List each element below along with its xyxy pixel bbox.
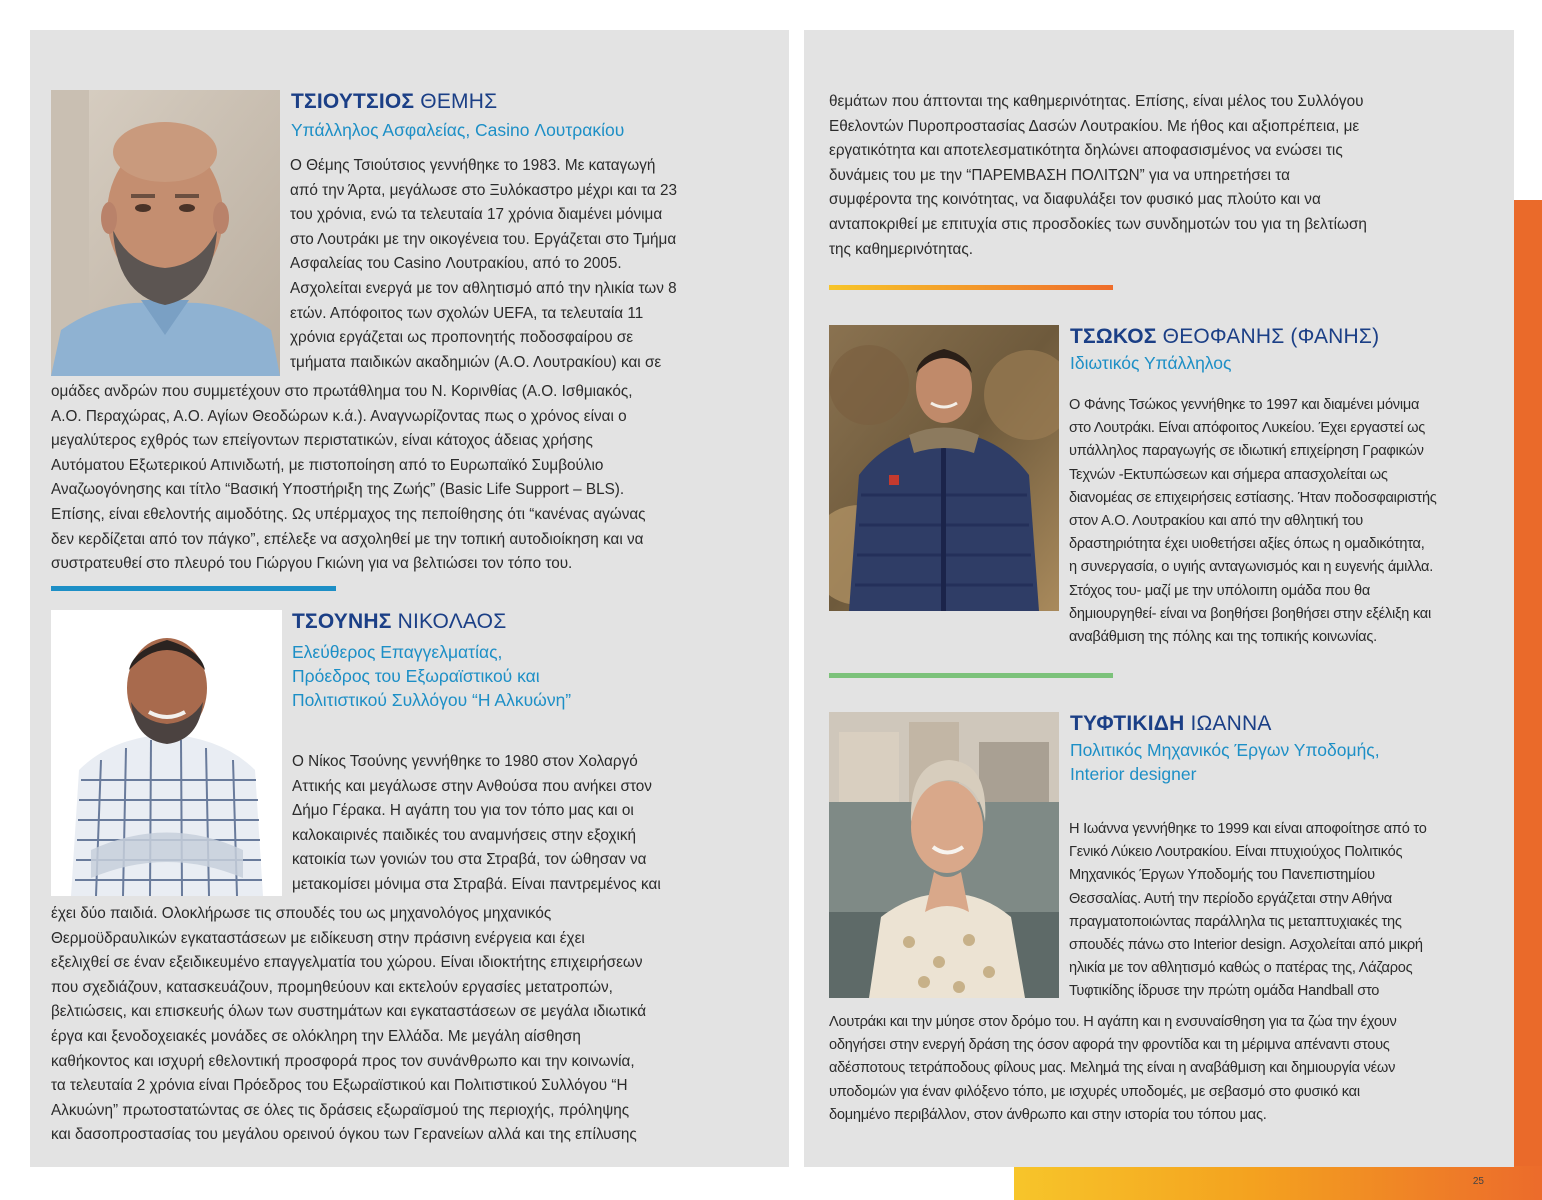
bio-line: Στόχος του- μαζί με την υπόλοιπη ομάδα που θα <box>1069 582 1371 599</box>
bio-line: αναβάθμιση της πόλης και της τοπικής κοινωνίας. <box>1069 629 1377 646</box>
bio-line: που σχεδιάζουν, κατασκευάζουν, προμηθεύουν και εκτελούν εργασίες μετατροπών, <box>51 978 613 996</box>
firstname: ΝΙΚΟΛΑΟΣ <box>397 610 507 633</box>
surname: ΤΥΦΤΙΚΙΔΗ <box>1070 712 1185 735</box>
bio-line: Γενικό Λύκειο Λουτρακίου. Είναι πτυχιούχος Πολιτικός <box>1069 844 1403 861</box>
role-tsounis <box>292 640 571 712</box>
bio-line: Ασχολείται ενεργά με τον αθλητισμό από την ηλικία των 8 <box>290 279 677 297</box>
divider-blue <box>51 586 336 591</box>
bio-line: καθήκοντος και ισχυρή εθελοντική προσφορά προς τον συνάνθρωπο και την κοινωνία, <box>51 1052 635 1070</box>
bio-line: Θεσσαλίας. Αυτή την περίοδο εργάζεται στην Αθήνα <box>1069 890 1392 907</box>
bio-line: κατοικία των γονιών του στα Στραβά, τον ώθησαν να <box>292 851 647 869</box>
bio-line: μεγαλύτερος εχθρός των επείγοντων περιστατικών, είναι κάτοχος άδειας χρήσης <box>51 432 593 450</box>
bio-line: καλοκαιρινές παιδικές του αναμνήσεις στην εξοχική <box>292 826 637 844</box>
bio-line: Ο Νίκος Τσούνης γεννήθηκε το 1980 στον Χολαργό <box>292 753 638 770</box>
surname: ΤΣΙΟΥΤΣΙΟΣ <box>291 90 415 113</box>
bio-line: Αυτόματου Εξωτερικού Απινιδωτή, με πιστοποίηση από το Ευρωπαϊκό Συμβούλιο <box>51 456 604 474</box>
bio-line: Ο Θέμης Τσιούτσιος γεννήθηκε το 1983. Με καταγωγή <box>290 157 656 174</box>
bio-line: συστρατευθεί στο πλευρό του Γιώργου Γκιώνη για να βελτιώσει τον τόπο του. <box>51 555 573 573</box>
bio-line: βελτιώσεις, και επισκευής όλων των συστημάτων και εγκαταστάσεων σε μεγάλα ιδιωτικά <box>51 1003 647 1021</box>
bio-line: Αναζωογόνησης και τίτλο “Βασική Υποστήριξη της Ζωής” (Basic Life Support – BLS). <box>51 481 625 499</box>
surname: ΤΣΟΥΝΗΣ <box>292 610 392 633</box>
candidate-name-tsokos <box>1070 325 1379 349</box>
page-number: 25 <box>1472 1176 1484 1187</box>
role-line: Πρόεδρος του Εξωραϊστικού και <box>292 666 540 686</box>
portrait-tyftikidi <box>829 712 1059 998</box>
surname: ΤΣΩΚΟΣ <box>1070 325 1157 348</box>
portrait-tsokos <box>829 325 1059 611</box>
bio-tsounis-continued <box>829 90 1489 262</box>
bio-line: μετακομίσει μόνιμα στα Στραβά. Είναι παντρεμένος και <box>292 875 661 893</box>
bio-line: η συνεργασία, ο υγιής ανταγωνισμός και η ευγενής άμιλλα. <box>1069 559 1434 576</box>
bio-line: Α.Ο. Περαχώρας, Α.Ο. Αγίων Θεοδώρων κ.ά.). Αναγνωρίζοντας πως ο χρόνος είναι ο <box>51 407 627 425</box>
bio-tsounis-wrapped <box>292 750 767 898</box>
bio-tsokos <box>1069 394 1489 649</box>
role-line: Πολιτικός Μηχανικός Έργων Υποδομής, <box>1070 740 1380 760</box>
bio-tsounis-full <box>51 902 767 1148</box>
bio-line: Θερμοϋδραυλικών εγκαταστάσεων με ειδίκευση στην πράσινη ενέργεια και έχει <box>51 929 585 947</box>
bio-line: στο Λουτράκι με την οικογένεια του. Εργάζεται στο Τμήμα <box>290 230 677 248</box>
bio-tsioutsios-wrapped <box>290 154 767 375</box>
bio-line: ανταποκριθεί με επιτυχία στις προσδοκίες των συνδημοτών του για τη βελτίωση <box>829 215 1367 233</box>
bio-line: Τεχνών -Εκτυπώσεων και σήμερα απασχολείται ως <box>1069 466 1388 483</box>
role-tsioutsios: Υπάλληλος Ασφαλείας, Casino Λουτρακίου <box>291 120 625 140</box>
bio-line: εξελιχθεί σε έναν εξειδικευμένο επαγγελματία του χώρου. Είναι ιδιοκτήτης επιχειρήσεων <box>51 954 643 972</box>
bottom-gradient-strip <box>1014 1166 1542 1200</box>
bio-line: χρόνια εργάζεται ως προπονητής ποδοσφαίρου σε <box>290 329 634 347</box>
bio-line: Λουτράκι και την μύησε στον δρόμο του. Η αγάπη και η ενσυναίσθηση για τα ζώα την έχουν <box>829 1014 1397 1030</box>
bio-line: δεν κερδίζεται από τον πάγκο”, επέλεξε να ασχοληθεί με την τοπική αυτοδιοίκηση και να <box>51 530 644 548</box>
bio-line: έχει δύο παιδιά. Ολοκλήρωσε τις σπουδές του ως μηχανολόγος μηχανικός <box>51 905 552 922</box>
bio-line: εργατικότητα και αποτελεσματικότητα δηλώνει αποφασισμένος να ενώσει τις <box>829 142 1343 160</box>
bio-line: του χρόνια, ενώ τα τελευταία 17 χρόνια διαμένει μόνιμα <box>290 206 663 224</box>
bio-tyftikidi-wrapped <box>1069 818 1489 1004</box>
bio-line: δυνάμεις του με την “ΠΑΡΕΜΒΑΣΗ ΠΟΛΙΤΩΝ” για να υπηρετήσει τα <box>829 166 1290 184</box>
bio-line: ετών. Απόφοιτος των σχολών UEFA, τα τελευταία 11 <box>290 304 644 322</box>
bio-line: θεμάτων που άπτονται της καθημερινότητας. Επίσης, είναι μέλος του Συλλόγου <box>829 93 1364 110</box>
firstname: ΘΕΜΗΣ <box>420 90 498 113</box>
divider-green <box>829 673 1113 678</box>
bio-line: και δασοπροστασίας του μεγάλου ορεινού όγκου των Γερανείων αλλά και της επίλυσης <box>51 1126 637 1144</box>
bio-line: πραγματοποιώντας παράλληλα τις μεταπτυχιακές της <box>1069 913 1402 930</box>
bio-line: υπάλληλος παραγωγής σε ιδιωτική επιχείρηση Γραφικών <box>1069 443 1424 460</box>
bio-line: Η Ιωάννα γεννήθηκε το 1999 και είναι αποφοίτησε από το <box>1069 821 1427 837</box>
bio-line: Δήμο Γέρακα. Η αγάπη του για τον τόπο μας και οι <box>292 802 634 820</box>
firstname: ΙΩΑΝΝΑ <box>1190 712 1272 735</box>
bio-line: Εθελοντών Πυροπροστασίας Δασών Λουτρακίου. Με ήθος και αξιοπρέπεια, με <box>829 117 1360 135</box>
bio-line: Ο Φάνης Τσώκος γεννήθηκε το 1997 και διαμένει μόνιμα <box>1069 397 1420 413</box>
bio-line: στο Λουτράκι. Είναι απόφοιτος Λυκείου. Έχει εργαστεί ως <box>1069 420 1426 437</box>
bio-line: Μηχανικός Έργων Υποδομής του Πανεπιστημίου <box>1069 867 1375 884</box>
bio-line: Αλκυώνη” πρωτοστατώντας σε όλες τις δράσεις εξωραϊσμού της περιοχής, πρόληψης <box>51 1101 630 1119</box>
divider-orange <box>829 285 1113 290</box>
role-line: Πολιτιστικού Συλλόγου “Η Αλκυώνη” <box>292 690 572 710</box>
role-tyftikidi <box>1070 738 1380 786</box>
bio-tsioutsios-full <box>51 380 767 577</box>
bio-line: Αττικής και μεγάλωσε στην Ανθούσα που ανήκει στον <box>292 777 652 795</box>
bio-line: διανομέας σε επιχειρήσεις εστίασης. Ήταν ποδοσφαιριστής <box>1069 489 1437 506</box>
candidate-name-tsioutsios <box>291 90 497 114</box>
role-tsokos: Ιδιωτικός Υπάλληλος <box>1070 353 1232 373</box>
bio-line: δομημένο περιβάλλον, στον άνθρωπο και στην ιστορία του τόπου μας. <box>829 1106 1267 1123</box>
bio-line: δραστηριότητα έχει υιοθετήσει αξίες όπως η ομαδικότητα, <box>1069 536 1425 553</box>
bio-line: Επίσης, είναι εθελοντής αιμοδότης. Ως υπέρμαχος της πεποίθησης ότι “κανένας αγώνας <box>51 505 646 523</box>
bio-line: ηλικία με τον αθλητισμό καθώς ο πατέρας της, Λάζαρος <box>1069 960 1413 977</box>
bio-line: Ασφαλείας του Casino Λουτρακίου, από το 2005. <box>290 255 622 273</box>
role-line: Interior designer <box>1070 764 1197 784</box>
bio-line: από την Άρτα, μεγάλωσε στο Ξυλόκαστρο μέχρι και τα 23 <box>290 181 678 199</box>
bio-line: αδέσποτους τετράποδους φίλους μας. Μελημά της είναι η αναβάθμιση και δημιουργία νέων <box>829 1060 1396 1077</box>
bio-line: της καθημερινότητας. <box>829 240 974 258</box>
candidate-name-tsounis <box>292 610 506 634</box>
portrait-tsounis <box>51 610 282 896</box>
bio-tyftikidi-full <box>829 1011 1489 1127</box>
bio-line: τμήματα παιδικών ακαδημιών (Α.Ο. Λουτρακίου) και σε <box>290 353 662 371</box>
bio-line: έργα και ξενοδοχειακές μονάδες σε ολόκληρη την Ελλάδα. Με μεγάλη αίσθηση <box>51 1027 581 1045</box>
portrait-tsioutsios <box>51 90 280 376</box>
bio-line: οδηγήσει στην ενεργή δράση της όσον αφορά την φροντίδα και τη μέριμνα απέναντι στους <box>829 1037 1390 1054</box>
role-line: Ελεύθερος Επαγγελματίας, <box>292 642 503 662</box>
bio-line: δημιουργηθεί- είναι να βοηθήσει βοηθήσει στην εξέλιξη και <box>1069 605 1431 622</box>
firstname: ΘΕΟΦΑΝΗΣ (ΦΑΝΗΣ) <box>1162 325 1380 348</box>
bio-line: υποδομών για έναν φιλόξενο τόπο, με ισχυρές υποδομές, με σεβασμό στο φυσικό και <box>829 1083 1360 1100</box>
bio-line: συμφέροντα της κοινότητας, να διαφυλάξει τον φυσικό μας πλούτο και να <box>829 191 1321 209</box>
candidate-name-tyftikidi <box>1070 712 1272 736</box>
bio-line: τα τελευταία 2 χρόνια είναι Πρόεδρος του Εξωραϊστικού και Πολιτιστικού Συλλόγου “Η <box>51 1077 628 1095</box>
bio-line: στον Α.Ο. Λουτρακίου και από την αθλητική του <box>1069 513 1364 530</box>
bio-line: Τυφτικίδης ίδρυσε την πρώτη ομάδα Handball στο <box>1069 983 1380 1000</box>
bio-line: σπουδές πάνω στο Interior design. Ασχολείται από μικρή <box>1069 937 1423 954</box>
bio-line: ομάδες ανδρών που συμμετέχουν στο πρωτάθλημα του Ν. Κορινθίας (Α.Ο. Ισθμιακός, <box>51 383 633 400</box>
